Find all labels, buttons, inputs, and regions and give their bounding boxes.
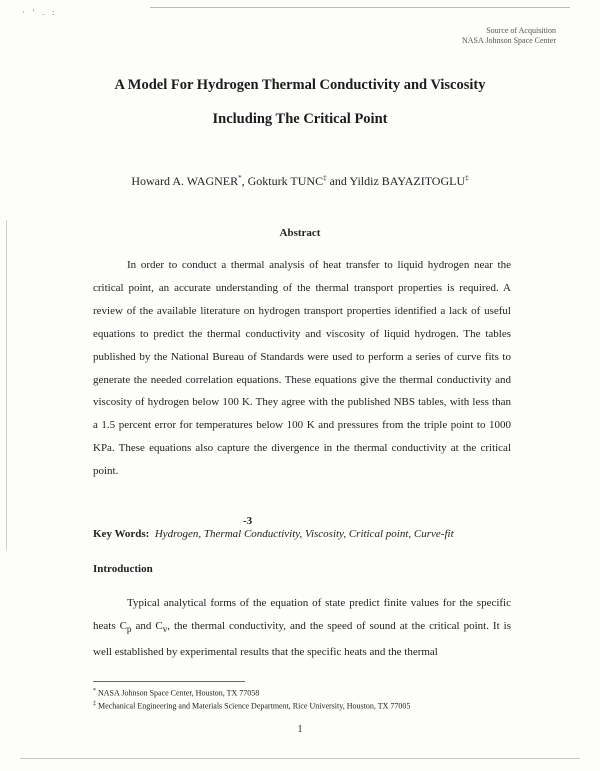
scan-specks: · ' . : xyxy=(22,8,58,17)
footnote-2 xyxy=(93,699,533,712)
keywords xyxy=(93,528,513,540)
author-2-affiliation-mark: ‡ xyxy=(323,174,327,182)
source-line-2: NASA Johnson Space Center xyxy=(462,36,556,45)
footnotes xyxy=(93,686,533,711)
page-number: 1 xyxy=(297,724,303,735)
author-3-affiliation-mark: ‡ xyxy=(465,174,469,182)
subscript-v: v xyxy=(162,624,168,635)
author-1-affiliation-mark: * xyxy=(238,174,242,182)
footnote-divider xyxy=(93,681,245,682)
introduction-heading: Introduction xyxy=(93,563,153,575)
paper-title-line-1: A Model For Hydrogen Thermal Conductivity and Viscosity xyxy=(114,77,486,93)
author-list: Howard A. WAGNER*, Gokturk TUNC‡ and Yildiz BAYAZITOGLU‡ xyxy=(131,174,469,188)
scan-bottom-line xyxy=(20,758,580,759)
footnote-1-text: NASA Johnson Space Center, Houston, TX 77058 xyxy=(98,688,260,698)
handwritten-mark: -3 xyxy=(243,515,253,527)
author-connector: and xyxy=(329,174,347,188)
author-3: Yildiz BAYAZITOGLU xyxy=(349,174,466,188)
footnote-1-mark: * xyxy=(93,688,96,694)
author-1: Howard A. WAGNER xyxy=(131,174,239,188)
footnote-2-mark: ‡ xyxy=(93,700,96,707)
scan-left-edge xyxy=(6,220,7,550)
abstract-heading: Abstract xyxy=(279,227,321,239)
intro-text-part-3: , the thermal conductivity, and the speed of sound at the critical point. It is well established by experimental results that the specific heats and the thermal xyxy=(93,620,511,659)
scan-top-line xyxy=(150,7,570,8)
intro-text-part-1: Typical analytical forms of the equation of state predict finite values for the specific heats C xyxy=(93,597,511,632)
source-line-1: Source of Acquisition xyxy=(486,26,556,35)
keywords-label: Key Words: xyxy=(93,528,150,540)
keywords-values: Hydrogen, Thermal Conductivity, Viscosity, Critical point, Curve-fit xyxy=(154,528,454,540)
footnote-2-text: Mechanical Engineering and Materials Science Department, Rice University, Houston, TX 77005 xyxy=(98,701,411,711)
paper-title-line-2: Including The Critical Point xyxy=(212,111,388,127)
source-stamp xyxy=(462,26,556,46)
author-2: Gokturk TUNC xyxy=(247,174,324,188)
subscript-p: p xyxy=(126,624,132,635)
abstract-text: In order to conduct a thermal analysis of heat transfer to liquid hydrogen near the critical point, an accurate understanding of the thermal transport properties is required. A review of the available literature on hydrogen transport properties identified a lack of useful equations to predict the thermal conductivity and viscosity of liquid hydrogen. The tables published by the National Bureau of Standards were used to perform a series of curve fits to generate the needed correlation equations. These equations give the thermal conductivity and viscosity of hydrogen below 100 K. They agree with the published NBS tables, with less than a 1.5 percent error for temperatures below 100 K and pressures from the triple point to 1000 KPa. These equations also capture the divergence in the thermal conductivity at the critical point. xyxy=(93,259,511,478)
intro-text-part-2: and C xyxy=(131,620,163,632)
footnote-1 xyxy=(93,686,533,699)
introduction-text xyxy=(93,592,511,664)
